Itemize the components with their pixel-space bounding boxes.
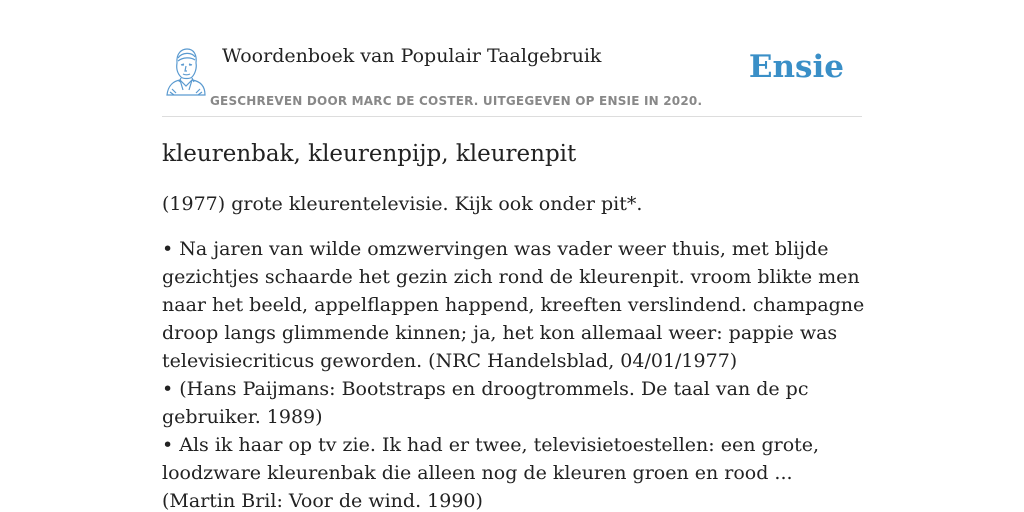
header	[162, 44, 862, 117]
byline: GESCHREVEN DOOR MARC DE COSTER. UITGEGEVEN OP ENSIE IN 2020.	[210, 94, 703, 108]
entry-content	[162, 138, 868, 512]
citation-list	[162, 235, 868, 512]
citation-item: • Na jaren van wilde omzwervingen was vader weer thuis, met blijde gezichtjes schaarde het gezin zich rond de kleurenpit. vroom blikte men naar het beeld, appelflappen happend, kreeften verslindend. champagne droop langs glimmende kinnen; ja, het kon allemaal weer: pappie was televisiecriticus geworden. (NRC Handelsblad, 04/01/1977)	[162, 238, 865, 372]
citation-item: • (Hans Paijmans: Bootstraps en droogtrommels. De taal van de pc gebruiker. 1989)	[162, 378, 809, 428]
dictionary-title[interactable]: Woordenboek van Populair Taalgebruik	[222, 45, 602, 67]
citation-item: • Als ik haar op tv zie. Ik had er twee, televisietoestellen: een grote, loodzware kleurenbak die alleen nog de kleuren groen en rood ... (Martin Bril: Voor de wind. 1990)	[162, 434, 820, 512]
author-portrait-icon	[164, 46, 208, 96]
entry-definition: (1977) grote kleurentelevisie. Kijk ook onder pit*.	[162, 193, 643, 215]
ensie-logo-link[interactable]: Ensie	[748, 49, 844, 85]
entry-title: kleurenbak, kleurenpijp, kleurenpit	[162, 141, 577, 167]
